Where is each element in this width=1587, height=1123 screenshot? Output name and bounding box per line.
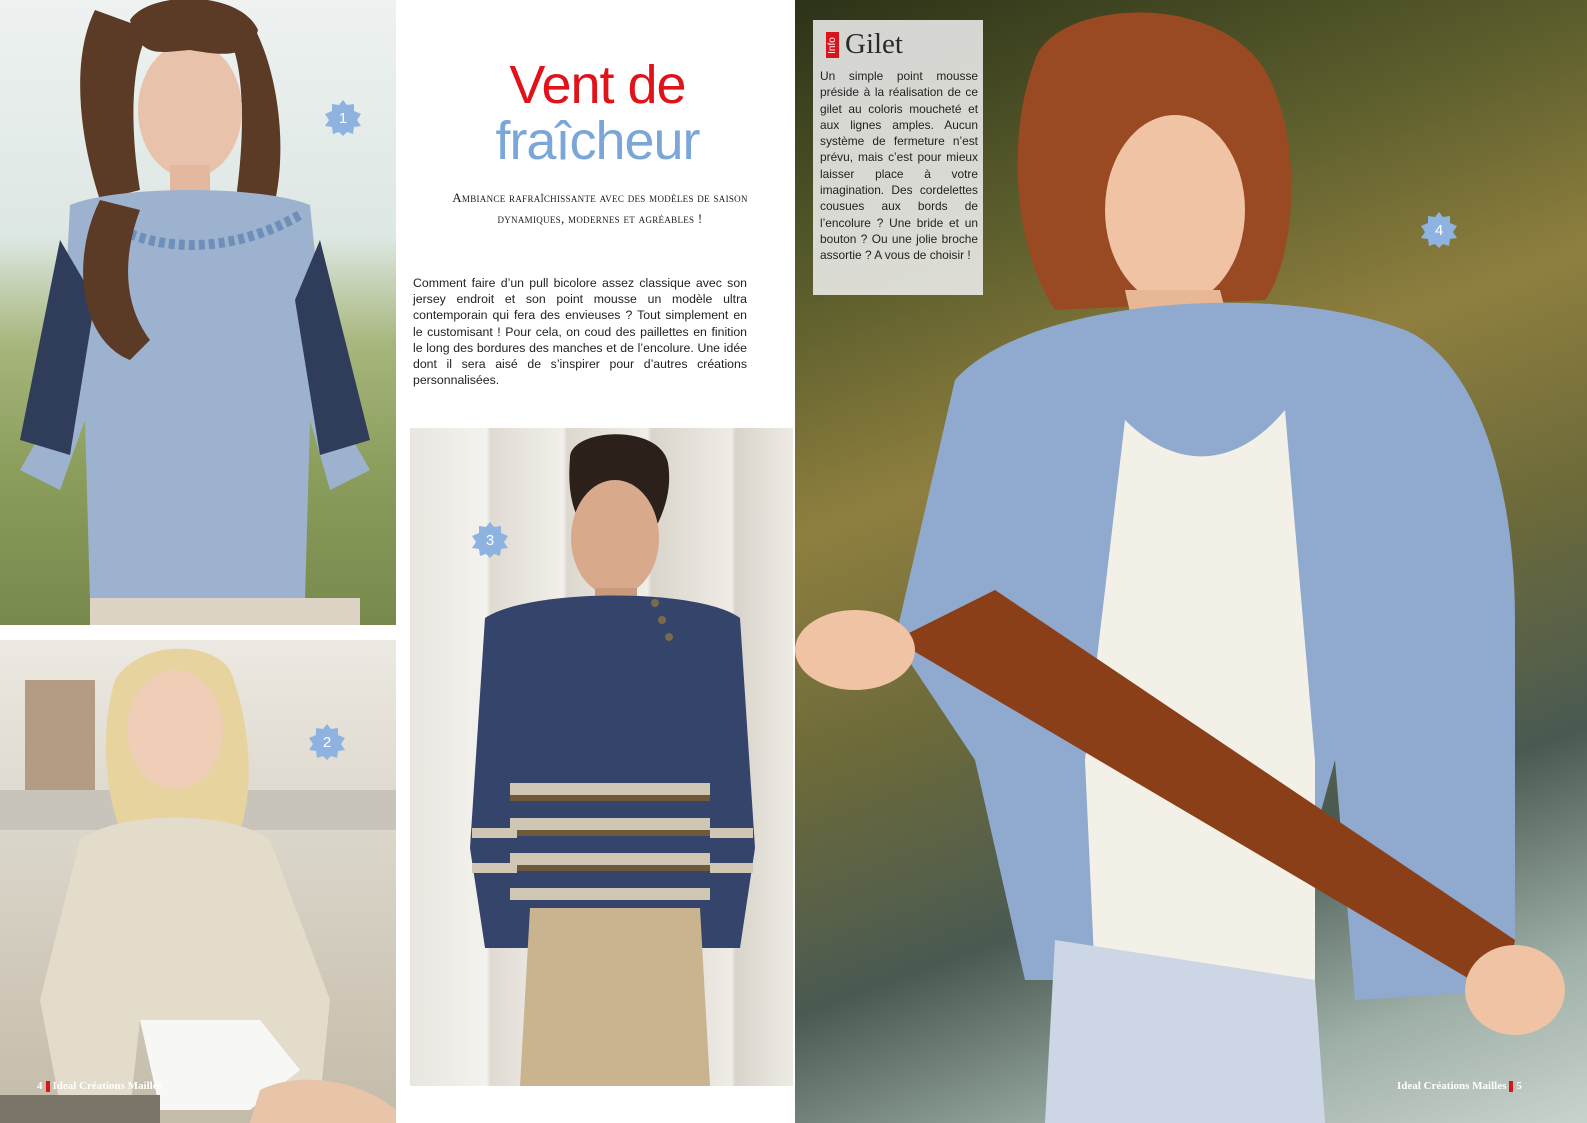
photo-woman-blue-tshirt [0,0,396,625]
page-number-left: 4 [37,1080,43,1092]
info-box-text: Un simple point mousse préside à la réalisation de ce gilet au coloris moucheté et aux lignes amples. Aucun système de fermeture n’est prévu, mais c’est pour mieux laisser place à votre imagination. Des cordelettes cousues aux bords de l’encolure ? Une bride et un bouton ? Ou une jolie broche assortie ? A vous de choisir ! [820,69,978,263]
article-body: Comment faire d’un pull bicolore assez classique avec son jersey endroit et son point mousse un modèle ultra contemporain qui fera des envieuses ? Tout simplement en le customisant ! Pour cela, on coud des paillettes en finition le long des bordures des manches et de l’encolure. Une idée dont il sera aisé de s’inspirer pour d’autres créations personnalisées. [413,276,747,388]
photo-man-striped-sweater [410,428,793,1086]
standfirst: Ambiance rafraîchissante avec des modèles de saison dynamiques, modernes et agréables ! [452,190,748,226]
model-number-badge-1: 1 [325,100,361,136]
model-number-badge-3: 3 [472,522,508,558]
info-tag: Info [826,32,839,58]
headline-line-1: Vent de [509,55,686,115]
page-number-right: 5 [1516,1080,1522,1092]
folio-red-bar [1509,1081,1513,1092]
magazine-title-right: Ideal Créations Mailles [1397,1080,1507,1092]
photo-woman-cream-sweater [0,640,396,1123]
info-box [813,20,983,295]
folio-left [37,1080,162,1092]
model-number-badge-4: 4 [1421,212,1457,248]
model-number-badge-2: 2 [309,724,345,760]
info-box-title: Gilet [845,28,903,60]
folio-right [1397,1080,1522,1092]
folio-red-bar [46,1081,50,1092]
magazine-title-left: Ideal Créations Mailles [52,1080,162,1092]
headline-line-2: fraîcheur [495,111,700,171]
